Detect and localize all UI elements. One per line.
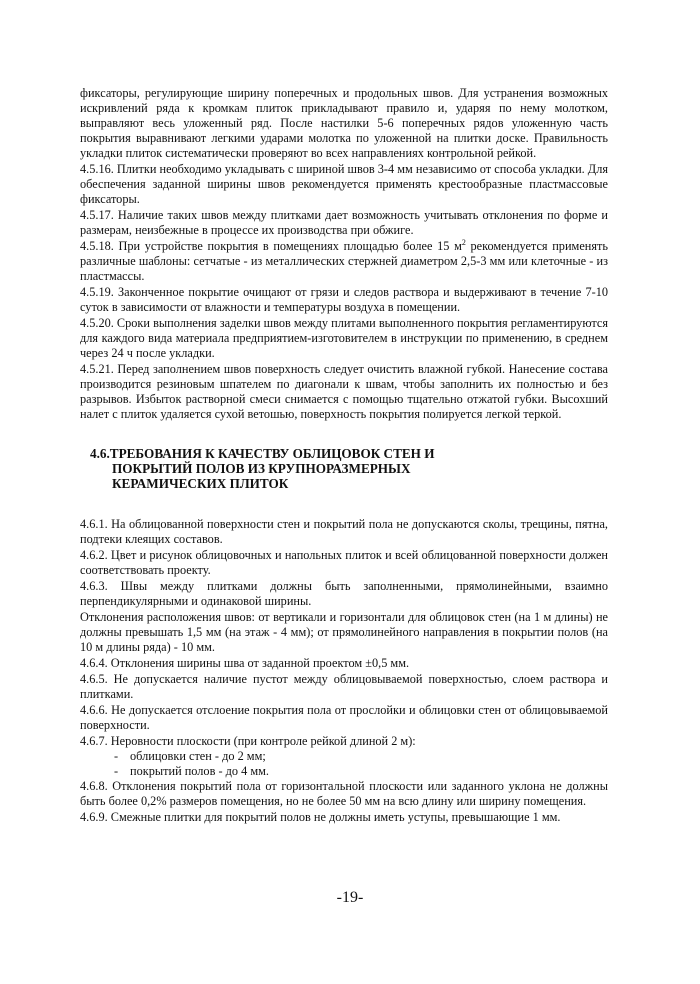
paragraph-4-5-18 xyxy=(80,239,608,284)
paragraph-4-5-20: 4.5.20. Сроки выполнения заделки швов между плитами выполненного покрытия регламентируются для каждого вида материала предприятием-изготовителем в инструкции по применению, в среднем через 24 ч после укладки. xyxy=(80,316,608,360)
paragraph-4-5-18-start: 4.5.18. При устройстве покрытия в помещениях площадью более 15 м xyxy=(80,239,462,253)
paragraph-4-5-19: 4.5.19. Законченное покрытие очищают от грязи и следов раствора и выдерживают в течение 7-10 суток в зависимости от влажности и температуры воздуха в помещении. xyxy=(80,285,608,314)
dash-list xyxy=(80,749,608,779)
paragraph-4-6-8: 4.6.8. Отклонения покрытий пола от горизонтальной плоскости или заданного уклона не должны быть более 0,2% размеров помещения, но не более 50 мм на всю длину или ширину помещения. xyxy=(80,779,608,808)
section-heading-line-3: КЕРАМИЧЕСКИХ ПЛИТОК xyxy=(112,476,289,491)
text-block-section xyxy=(80,517,608,825)
list-item: - покрытий полов - до 4 мм. xyxy=(114,764,608,779)
section-heading-line-2: ПОКРЫТИЙ ПОЛОВ ИЗ КРУПНОРАЗМЕРНЫХ xyxy=(112,461,411,476)
page-number: -19- xyxy=(336,889,364,906)
paragraph-4-6-5: 4.6.5. Не допускается наличие пустот между облицовываемой поверхностью, слоем раствора и плитками. xyxy=(80,672,608,701)
paragraph-continuation: фиксаторы, регулирующие ширину поперечных и продольных швов. Для устранения возможных искривлений ряда к кромкам плиток прикладывают правило и, ударяя по нему молотком, выправляют весь уложенный ряд. После настилки 5-6 поперечных рядов уложенную часть покрытия выравнивают легкими ударами молотка по уложенной на плитки доске. Правильность укладки плиток систематически проверяют во всех направлениях контрольной рейкой. xyxy=(80,86,608,160)
superscript-2: 2 xyxy=(461,237,466,247)
section-heading xyxy=(90,446,608,491)
section-heading-line-1: 4.6.ТРЕБОВАНИЯ К КАЧЕСТВУ ОБЛИЦОВОК СТЕН И xyxy=(90,446,435,461)
paragraph-4-6-7: 4.6.7. Неровности плоскости (при контроле рейкой длиной 2 м): xyxy=(80,734,416,748)
paragraph-4-6-4: 4.6.4. Отклонения ширины шва от заданной проектом ±0,5 мм. xyxy=(80,656,410,670)
paragraph-deviations: Отклонения расположения швов: от вертикали и горизонтали для облицовок стен (на 1 м длины) не должны превышать 1,5 мм (на этаж - 4 мм); от прямолинейного направления в покрытии полов (на 10 м длины ряда) - 10 мм. xyxy=(80,610,608,654)
paragraph-4-5-17: 4.5.17. Наличие таких швов между плитками дает возможность учитывать отклонения по форме и размерам, неизбежные в процессе их производства при обжиге. xyxy=(80,208,608,237)
paragraph-4-6-1: 4.6.1. На облицованной поверхности стен и покрытий пола не допускаются сколы, трещины, пятна, подтеки клеящих составов. xyxy=(80,517,608,546)
paragraph-4-6-9: 4.6.9. Смежные плитки для покрытий полов не должны иметь уступы, превышающие 1 мм. xyxy=(80,810,561,824)
paragraph-4-6-3: 4.6.3. Швы между плитками должны быть заполненными, прямолинейными, взаимно перпендикулярными и одинаковой ширины. xyxy=(80,579,608,608)
paragraph-4-5-21: 4.5.21. Перед заполнением швов поверхность следует очистить влажной губкой. Нанесение состава производится резиновым шпателем по диагонали к швам, чтобы заполнить их полностью и без разрывов. Избыток растворной смеси снимается с помощью тщательно отжатой губки. Высохший налет с плиток удаляется сухой ветошью, поверхность покрытия полируется легкой теркой. xyxy=(80,362,608,421)
paragraph-4-6-6: 4.6.6. Не допускается отслоение покрытия пола от прослойки и облицовки стен от облицовываемой поверхности. xyxy=(80,703,608,732)
text-block-top xyxy=(80,86,608,422)
paragraph-4-5-18-end: рекомендуется применять различные шаблоны: сетчатые - из металлических стержней диаметром 2,5-3 мм или клеточные - из пластмассы. xyxy=(80,239,608,283)
list-item: - облицовки стен - до 2 мм; xyxy=(114,749,608,764)
paragraph-4-5-16: 4.5.16. Плитки необходимо укладывать с шириной швов 3-4 мм независимо от способа укладки. Для обеспечения заданной ширины швов рекомендуется применять крестообразные пластмассовые фиксаторы. xyxy=(80,162,608,206)
paragraph-4-6-2: 4.6.2. Цвет и рисунок облицовочных и напольных плиток и всей облицованной поверхности должен соответствовать проекту. xyxy=(80,548,608,577)
